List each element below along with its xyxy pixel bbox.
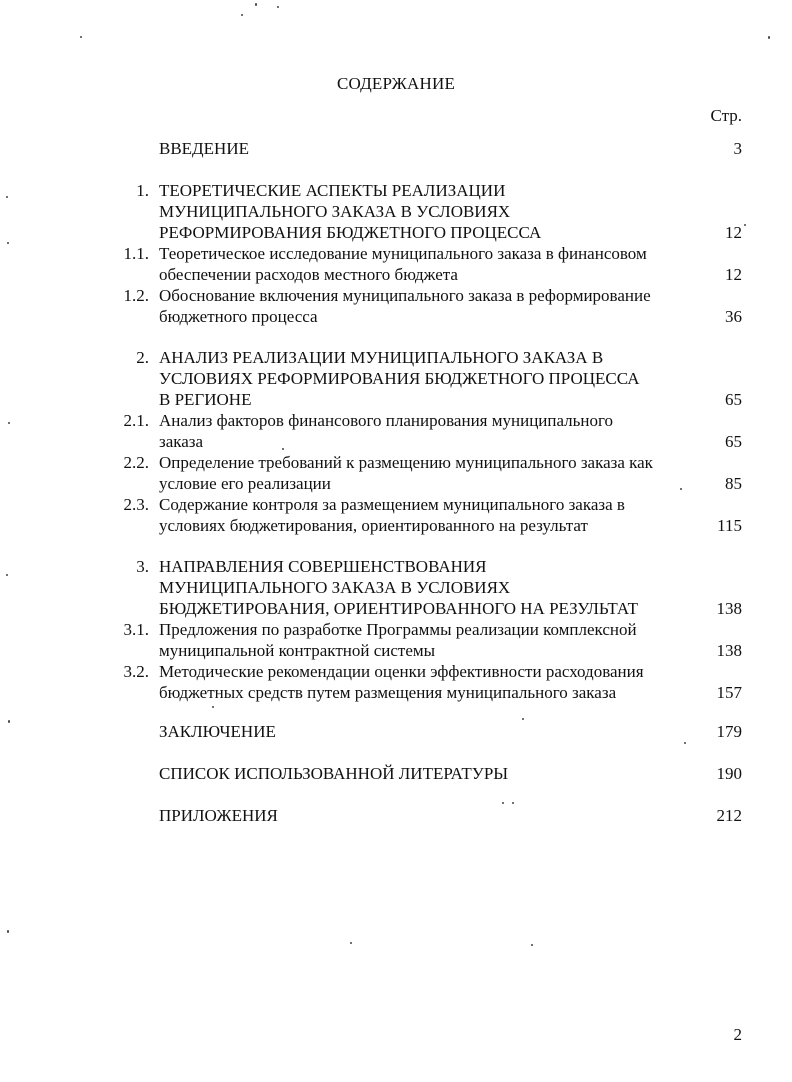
toc-entry-title-line: заказа — [159, 432, 204, 451]
toc-entry-title-line: МУНИЦИПАЛЬНОГО ЗАКАЗА В УСЛОВИЯХ — [159, 578, 511, 597]
toc-entry-title — [159, 347, 709, 410]
toc-entry-page: 138 — [716, 599, 742, 618]
toc-entry-title — [159, 721, 709, 742]
toc-entry-page: 12 — [725, 223, 742, 242]
toc-entry-number: 1. — [136, 181, 149, 200]
toc-entry-title — [159, 180, 709, 243]
toc-entry-title — [159, 410, 709, 452]
toc-entry-page: 157 — [716, 683, 742, 702]
toc-entry-title — [159, 494, 709, 536]
toc-entry-title-line: РЕФОРМИРОВАНИЯ БЮДЖЕТНОГО ПРОЦЕССА — [159, 223, 542, 242]
toc-entry-title — [159, 805, 709, 826]
toc-entry-title-line: бюджетного процесса — [159, 307, 318, 326]
scan-speck — [531, 944, 533, 946]
toc-entry-title-line: бюджетных средств путем размещения муниципального заказа — [159, 683, 617, 702]
toc-entry-number: 1.2. — [123, 286, 149, 305]
toc-entry-number: 2.1. — [123, 411, 149, 430]
page-title: СОДЕРЖАНИЕ — [336, 74, 456, 93]
toc-entry-title — [159, 285, 709, 327]
toc-entry-page: 65 — [725, 390, 742, 409]
toc-entry-page: 115 — [717, 516, 742, 535]
toc-entry-page: 190 — [716, 764, 742, 783]
toc-entry-title-line: Анализ факторов финансового планирования муниципального — [159, 411, 614, 430]
scan-speck — [6, 196, 8, 198]
toc-entry-title-line: Содержание контроля за размещением муниципального заказа в — [159, 495, 625, 514]
scan-speck — [277, 6, 279, 8]
scan-speck — [212, 706, 214, 708]
toc-entry-title — [159, 138, 709, 159]
toc-entry-title-line: ЗАКЛЮЧЕНИЕ — [159, 722, 276, 741]
toc-entry-title-line: В РЕГИОНЕ — [159, 390, 252, 409]
toc-entry-number: 3. — [136, 557, 149, 576]
toc-entry-title-line: Предложения по разработке Программы реализации комплексной — [159, 620, 637, 639]
scan-speck — [8, 422, 10, 424]
toc-entry-title-line: ТЕОРЕТИЧЕСКИЕ АСПЕКТЫ РЕАЛИЗАЦИИ — [159, 181, 506, 200]
toc-entry-number: 3.2. — [123, 662, 149, 681]
toc-entry-page: 65 — [725, 432, 742, 451]
toc-entry-page: 12 — [725, 265, 742, 284]
toc-entry-number: 1.1. — [123, 244, 149, 263]
toc-entry-title-line: Определение требований к размещению муниципального заказа как — [159, 453, 653, 472]
toc-entry-title — [159, 619, 709, 661]
toc-entry-title-line: БЮДЖЕТИРОВАНИЯ, ОРИЕНТИРОВАННОГО НА РЕЗУЛЬТАТ — [159, 599, 639, 618]
scan-speck — [255, 3, 257, 6]
toc-entry-page: 85 — [725, 474, 742, 493]
toc-entry-title-line: Теоретическое исследование муниципального заказа в финансовом — [159, 244, 647, 263]
page-column-header: Стр. — [710, 106, 742, 125]
scan-speck — [282, 448, 284, 450]
scan-speck — [512, 802, 514, 804]
toc-entry-title-line: условиях бюджетирования, ориентированного на результат — [159, 516, 588, 535]
toc-entry-title-line: НАПРАВЛЕНИЯ СОВЕРШЕНСТВОВАНИЯ — [159, 557, 487, 576]
toc-entry-title-line: Методические рекомендации оценки эффективности расходования — [159, 662, 644, 681]
toc-entry-page: 138 — [716, 641, 742, 660]
toc-entry-title — [159, 243, 709, 285]
scan-speck — [680, 488, 682, 490]
scan-speck — [768, 36, 770, 39]
toc-entry-title-line: Обоснование включения муниципального заказа в реформирование — [159, 286, 651, 305]
footer-page-number: 2 — [733, 1025, 742, 1044]
toc-entry-title-line: обеспечении расходов местного бюджета — [159, 265, 458, 284]
toc-entry-title — [159, 556, 709, 619]
scan-speck — [6, 574, 8, 576]
toc-entry-number: 2.3. — [123, 495, 149, 514]
scan-speck — [80, 36, 82, 38]
scan-speck — [8, 720, 10, 723]
scan-speck — [684, 742, 686, 744]
toc-entry-number: 2.2. — [123, 453, 149, 472]
toc-entry-page: 36 — [725, 307, 742, 326]
toc-entry-title-line: СПИСОК ИСПОЛЬЗОВАННОЙ ЛИТЕРАТУРЫ — [159, 764, 509, 783]
toc-entry-title-line: ПРИЛОЖЕНИЯ — [159, 806, 278, 825]
scan-speck — [522, 718, 524, 720]
scan-speck — [744, 224, 746, 226]
scan-speck — [350, 942, 352, 944]
toc-entry-title-line: условие его реализации — [159, 474, 331, 493]
toc-entry-title-line: УСЛОВИЯХ РЕФОРМИРОВАНИЯ БЮДЖЕТНОГО ПРОЦЕССА — [159, 369, 640, 388]
scan-speck — [7, 242, 9, 244]
toc-entry-title-line: ВВЕДЕНИЕ — [159, 139, 249, 158]
toc-entry-title-line: АНАЛИЗ РЕАЛИЗАЦИИ МУНИЦИПАЛЬНОГО ЗАКАЗА В — [159, 348, 604, 367]
toc-entry-title — [159, 452, 709, 494]
toc-entry-title-line: муниципальной контрактной системы — [159, 641, 436, 660]
toc-entry-page: 179 — [716, 722, 742, 741]
scan-speck — [502, 802, 504, 804]
toc-entry-title — [159, 763, 709, 784]
scan-speck — [241, 14, 243, 16]
toc-entry-number: 2. — [136, 348, 149, 367]
toc-entry-title — [159, 661, 709, 703]
toc-entry-page: 212 — [716, 806, 742, 825]
toc-entry-page: 3 — [733, 139, 742, 158]
toc-entry-title-line: МУНИЦИПАЛЬНОГО ЗАКАЗА В УСЛОВИЯХ — [159, 202, 511, 221]
toc-entry-number: 3.1. — [123, 620, 149, 639]
scan-speck — [7, 930, 9, 933]
